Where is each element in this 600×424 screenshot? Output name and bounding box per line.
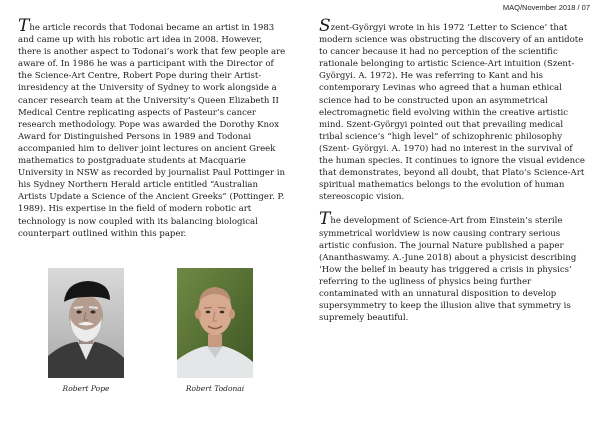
paragraph-text: he article records that Todonai became an artist in 1983 and came up with his robotic art idea in 2008. However, there is another aspect to Todonai’s work that few people are aware of. In 1986 he was a participant with the Director of the Science-Art Centre, Robert Pope during their Artist-inresidency at the University of Sydney to work alongside a cancer research team at the University’s Queen Elizabeth II Medical Centre replicating aspects of Pasteur’s cancer research methodology. Pope was awarded the Dorothy Knox Award for Distinguished Persons in 1989 and Todonai accompanied him to deliver joint lectures on ancient Greek mathematics to postgraduate students at Macquarie University in NSW as recorded by journalist Paul Pottinger in his Sydney Northern Herald article entitled “Australian Artists Update a Science of the Ancient Greeks” (Pottinger. P. 1989). His expertise in the field of modern robotic art technology is now coupled with its balancing biological counterpart outlined within this paper.	[18, 23, 286, 239]
portrait-illustration	[177, 268, 253, 378]
robert-pope-photo	[48, 268, 124, 378]
portrait-illustration	[48, 268, 124, 378]
drop-cap: T	[18, 16, 30, 36]
drop-cap: S	[319, 16, 331, 36]
photo-caption: Robert Pope	[62, 384, 110, 393]
left-column	[18, 16, 286, 250]
photo-caption: Robert Todonai	[185, 384, 245, 393]
article-paragraph	[319, 209, 585, 324]
article-paragraph	[18, 16, 286, 240]
article-paragraph	[319, 16, 585, 203]
right-column	[319, 16, 585, 334]
page-reference: MAQ/November 2018 / 07	[502, 3, 590, 12]
drop-cap: T	[319, 209, 331, 230]
paragraph-text: zent-Györgyi wrote in his 1972 ‘Letter to Science’ that modern science was obstructing the discovery of an antidote to cancer because it had no perception of the scientific rationale belonging to artistic Science-Art intuition (Szent-Györgyi. A. 1972). He was referring to Kant and his contemporary Levinas who agreed that a human ethical science had to be constructed upon an asymmetrical electromagnetic field evolving within the creative artistic mind. Szent-Györgyi pointed out that prevailing medical tribal science’s “high level” of schizophrenic philosophy (Szent- Györgyi. A. 1970) had no interest in the survival of the human species. It continues to ignore the visual evidence that demonstrates, beyond all doubt, that Plato’s Science-Art spiritual mathematics belongs to the evolution of human stereoscopic vision.	[319, 23, 585, 203]
paragraph-text: he development of Science-Art from Einstein’s sterile symmetrical worldview is now causing contrary serious artistic confusion. The journal Nature published a paper (Ananthaswamy. A.-June 2018) about a physicist describing ‘How the belief in beauty has triggered a crisis in physics’ referring to the ugliness of physics being further contaminated with an unnatural disposition to develop supersymmetry to keep the illusion alive that symmetry is supremely beautiful.	[319, 216, 577, 324]
robert-todonai-photo	[177, 268, 253, 378]
